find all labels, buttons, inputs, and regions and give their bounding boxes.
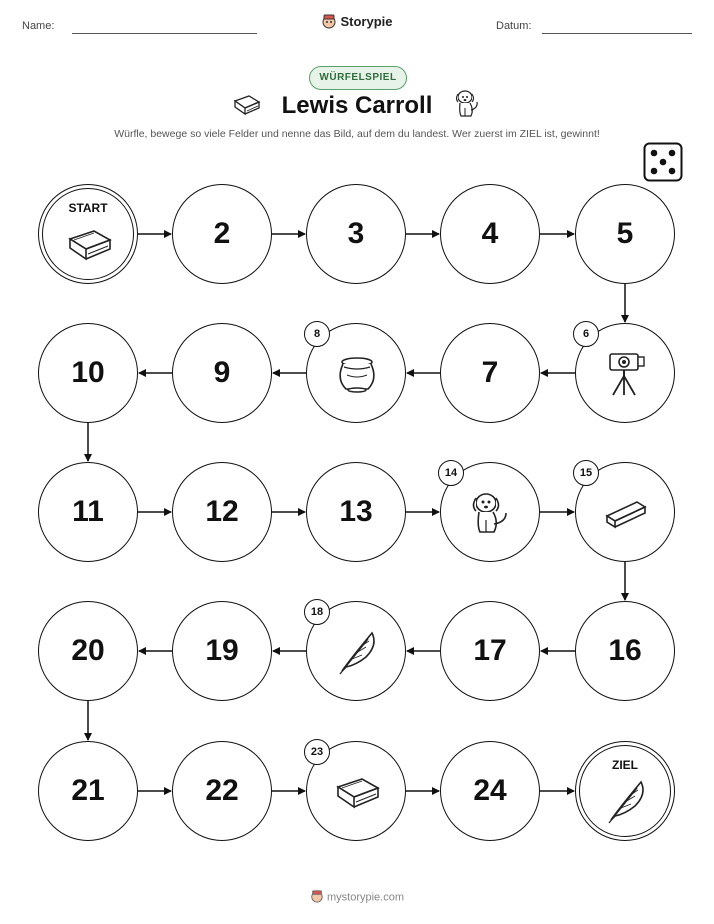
space-number: 21 [71, 774, 105, 807]
space-label: ZIEL [612, 758, 638, 772]
board-space [172, 184, 272, 284]
board-space [440, 323, 540, 423]
board-space [306, 462, 406, 562]
pot-icon [332, 349, 382, 399]
dog-icon [466, 488, 516, 538]
space-number: 22 [205, 774, 239, 807]
space-number: 5 [616, 217, 634, 250]
board-space [575, 601, 675, 701]
space-number-badge: 15 [573, 460, 599, 486]
board-space [440, 741, 540, 841]
space-label: START [68, 201, 108, 215]
instructions: Würfle, bewege so viele Felder und nenne das Bild, auf dem du landest. Wer zuerst im ZIEL ist, gewinnt! [114, 128, 600, 140]
footer [0, 889, 714, 906]
board-space [306, 323, 406, 423]
space-number: 13 [339, 495, 373, 528]
space-number: 12 [205, 495, 239, 528]
finish-space [575, 741, 675, 841]
feather-icon [601, 776, 651, 826]
name-label: Name: [22, 20, 55, 32]
space-number: 19 [205, 634, 239, 667]
board-space [575, 323, 675, 423]
space-number-badge: 14 [438, 460, 464, 486]
space-number: 20 [71, 634, 105, 667]
space-number-badge: 8 [304, 321, 330, 347]
board-space [306, 184, 406, 284]
board-space [38, 323, 138, 423]
board-space [172, 462, 272, 562]
date-label: Datum: [496, 20, 532, 32]
space-number-badge: 23 [304, 739, 330, 765]
footer-url: mystorypie.com [326, 891, 405, 904]
board-space [38, 741, 138, 841]
board-space [306, 741, 406, 841]
space-number: 24 [473, 774, 507, 807]
board-space [440, 184, 540, 284]
space-number-badge: 6 [573, 321, 599, 347]
storypie-logo-icon [310, 889, 324, 906]
space-number: 7 [481, 356, 499, 389]
space-number: 2 [213, 217, 231, 250]
game-type-badge: WÜRFELSPIEL [309, 66, 407, 90]
board-space [172, 601, 272, 701]
board-space [306, 601, 406, 701]
board-space [172, 323, 272, 423]
start-space [38, 184, 138, 284]
board-space [38, 462, 138, 562]
board-space [38, 601, 138, 701]
camera-icon [601, 349, 651, 399]
space-number: 17 [473, 634, 507, 667]
space-number: 3 [347, 217, 365, 250]
space-number-badge: 18 [304, 599, 330, 625]
brand-name: Storypie [340, 13, 393, 29]
board-space [575, 462, 675, 562]
page-title: Lewis Carroll [281, 92, 433, 119]
board-space [172, 741, 272, 841]
space-number: 4 [481, 217, 499, 250]
board-space [440, 462, 540, 562]
board-space [575, 184, 675, 284]
space-number: 16 [608, 634, 642, 667]
book-icon [332, 767, 382, 817]
space-number: 11 [72, 495, 104, 528]
board-space [440, 601, 540, 701]
space-number: 10 [71, 356, 105, 389]
feather-icon [332, 627, 382, 677]
space-number: 9 [213, 356, 231, 389]
chalk-icon [601, 488, 651, 538]
book-icon [64, 219, 114, 269]
